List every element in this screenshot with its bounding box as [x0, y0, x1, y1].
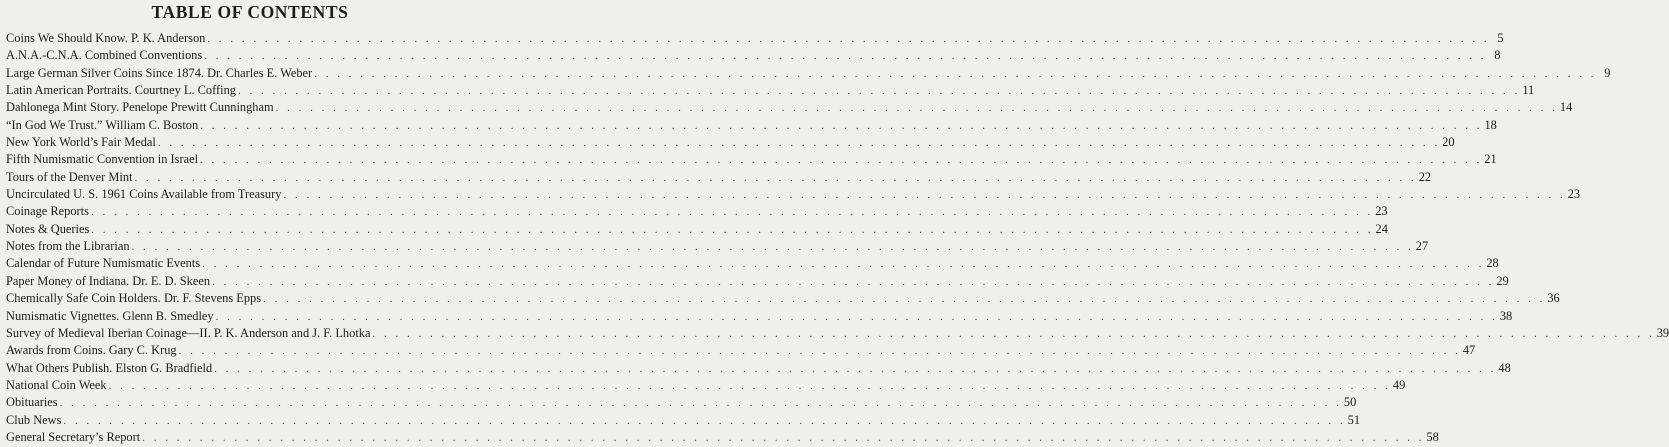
dot-leader [158, 135, 1440, 152]
dot-leader [142, 430, 1424, 447]
entry-title: Dahlonega Mint Story. Penelope Prewitt Cunningham [6, 100, 274, 115]
dot-leader [63, 413, 1345, 430]
toc-entry [6, 290, 1560, 307]
entry-page-number: 21 [1484, 152, 1497, 167]
toc-entry [6, 99, 1573, 116]
entry-title: Numismatic Vignettes. Glenn B. Smedley [6, 308, 214, 323]
entry-page-number: 23 [1567, 187, 1581, 202]
dot-leader [263, 291, 1545, 308]
entry-page-number: 23 [1375, 204, 1388, 219]
dot-leader [372, 326, 1654, 343]
entry-page-number: 11 [1522, 83, 1535, 98]
toc-entry [6, 412, 1361, 429]
toc-entry [6, 117, 1497, 134]
entry-title: Paper Money of Indiana. Dr. E. D. Skeen [6, 273, 211, 288]
entry-page-number: 24 [1375, 221, 1388, 236]
dot-leader [91, 222, 1373, 239]
entry-page-number: 14 [1559, 100, 1573, 115]
entry-title: Latin American Portraits. Courtney L. Coffing [6, 83, 236, 98]
toc-entry [6, 134, 1455, 151]
toc-entry [6, 221, 1388, 238]
entry-page-number: 48 [1498, 360, 1511, 375]
entry-title: Obituaries [6, 395, 58, 410]
entry-page-number: 20 [1442, 135, 1455, 150]
entry-title: Notes from the Librarian [6, 239, 130, 254]
entry-title: Survey of Medieval Iberian Coinage—II. P. K. Anderson and J. F. Lhotka [6, 325, 371, 340]
dot-leader [200, 152, 1482, 169]
dot-leader [314, 66, 1596, 83]
dot-leader [283, 187, 1565, 204]
entry-title: Notes & Queries [6, 221, 90, 236]
entry-page-number: 47 [1462, 343, 1476, 358]
entry-page-number: 8 [1494, 48, 1501, 63]
toc-entry [6, 82, 1535, 99]
toc-entry [6, 342, 1476, 359]
dot-leader [179, 343, 1461, 360]
page-title: TABLE OF CONTENTS [151, 2, 349, 22]
dot-leader [212, 274, 1494, 291]
dot-leader [202, 256, 1484, 273]
toc-entry [6, 203, 1388, 220]
dot-leader [216, 309, 1498, 326]
toc-entry [6, 238, 1429, 255]
entry-page-number: 9 [1604, 65, 1611, 80]
entry-title: A.N.A.-C.N.A. Combined Conventions [6, 48, 203, 63]
entry-title: Tours of the Denver Mint [6, 169, 133, 184]
toc-entry [6, 429, 1439, 446]
toc-entry [6, 325, 1669, 342]
dot-leader [214, 361, 1496, 378]
entry-title: National Coin Week [6, 377, 107, 392]
dot-leader [132, 239, 1414, 256]
toc-entry [6, 186, 1581, 203]
dot-leader [207, 31, 1489, 48]
entry-page-number: 58 [1426, 429, 1439, 444]
dot-leader [91, 204, 1373, 221]
entry-title: What Others Publish. Elston G. Bradfield [6, 360, 213, 375]
entry-title: Club News [6, 412, 62, 427]
dot-leader [276, 100, 1558, 117]
toc-entry [6, 169, 1432, 186]
entry-page-number: 38 [1499, 308, 1513, 323]
entry-title: General Secretary’s Report [6, 429, 141, 444]
dot-leader [200, 118, 1482, 135]
entry-page-number: 50 [1343, 395, 1357, 410]
toc-entry [6, 47, 1501, 64]
dot-leader [60, 395, 1342, 412]
toc-entry [6, 360, 1511, 377]
entry-title: Uncirculated U. S. 1961 Coins Available from Treasury [6, 187, 282, 202]
toc-entry [6, 394, 1357, 411]
table-of-contents [6, 30, 1669, 446]
dot-leader [204, 48, 1486, 65]
entry-page-number: 22 [1418, 169, 1432, 184]
entry-page-number: 51 [1347, 412, 1361, 427]
toc-entry [6, 308, 1513, 325]
toc-entry [6, 151, 1497, 168]
entry-page-number: 29 [1496, 273, 1509, 288]
toc-entry [6, 377, 1406, 394]
entry-page-number: 49 [1392, 377, 1406, 392]
entry-page-number: 5 [1497, 31, 1504, 45]
dot-leader [134, 170, 1416, 187]
dot-leader [238, 83, 1520, 100]
toc-entry [6, 273, 1509, 290]
entry-title: Coinage Reports [6, 204, 89, 219]
entry-title: Awards from Coins. Gary C. Krug [6, 343, 177, 358]
entry-page-number: 27 [1415, 239, 1429, 254]
toc-entry [6, 255, 1499, 272]
entry-page-number: 39 [1656, 325, 1669, 340]
toc-entry [6, 65, 1611, 82]
entry-page-number: 28 [1486, 256, 1499, 271]
toc-entry [6, 30, 1504, 47]
entry-page-number: 18 [1484, 117, 1497, 132]
entry-title: Chemically Safe Coin Holders. Dr. F. Stevens Epps [6, 291, 262, 306]
entry-title: Coins We Should Know. P. K. Anderson [6, 31, 206, 45]
entry-title: New York World’s Fair Medal [6, 135, 156, 150]
entry-title: “In God We Trust.” William C. Boston [6, 117, 199, 132]
entry-title: Calendar of Future Numismatic Events [6, 256, 201, 271]
entry-title: Fifth Numismatic Convention in Israel [6, 152, 199, 167]
entry-page-number: 36 [1547, 291, 1560, 306]
entry-title: Large German Silver Coins Since 1874. Dr. Charles E. Weber [6, 65, 313, 80]
dot-leader [109, 378, 1391, 395]
